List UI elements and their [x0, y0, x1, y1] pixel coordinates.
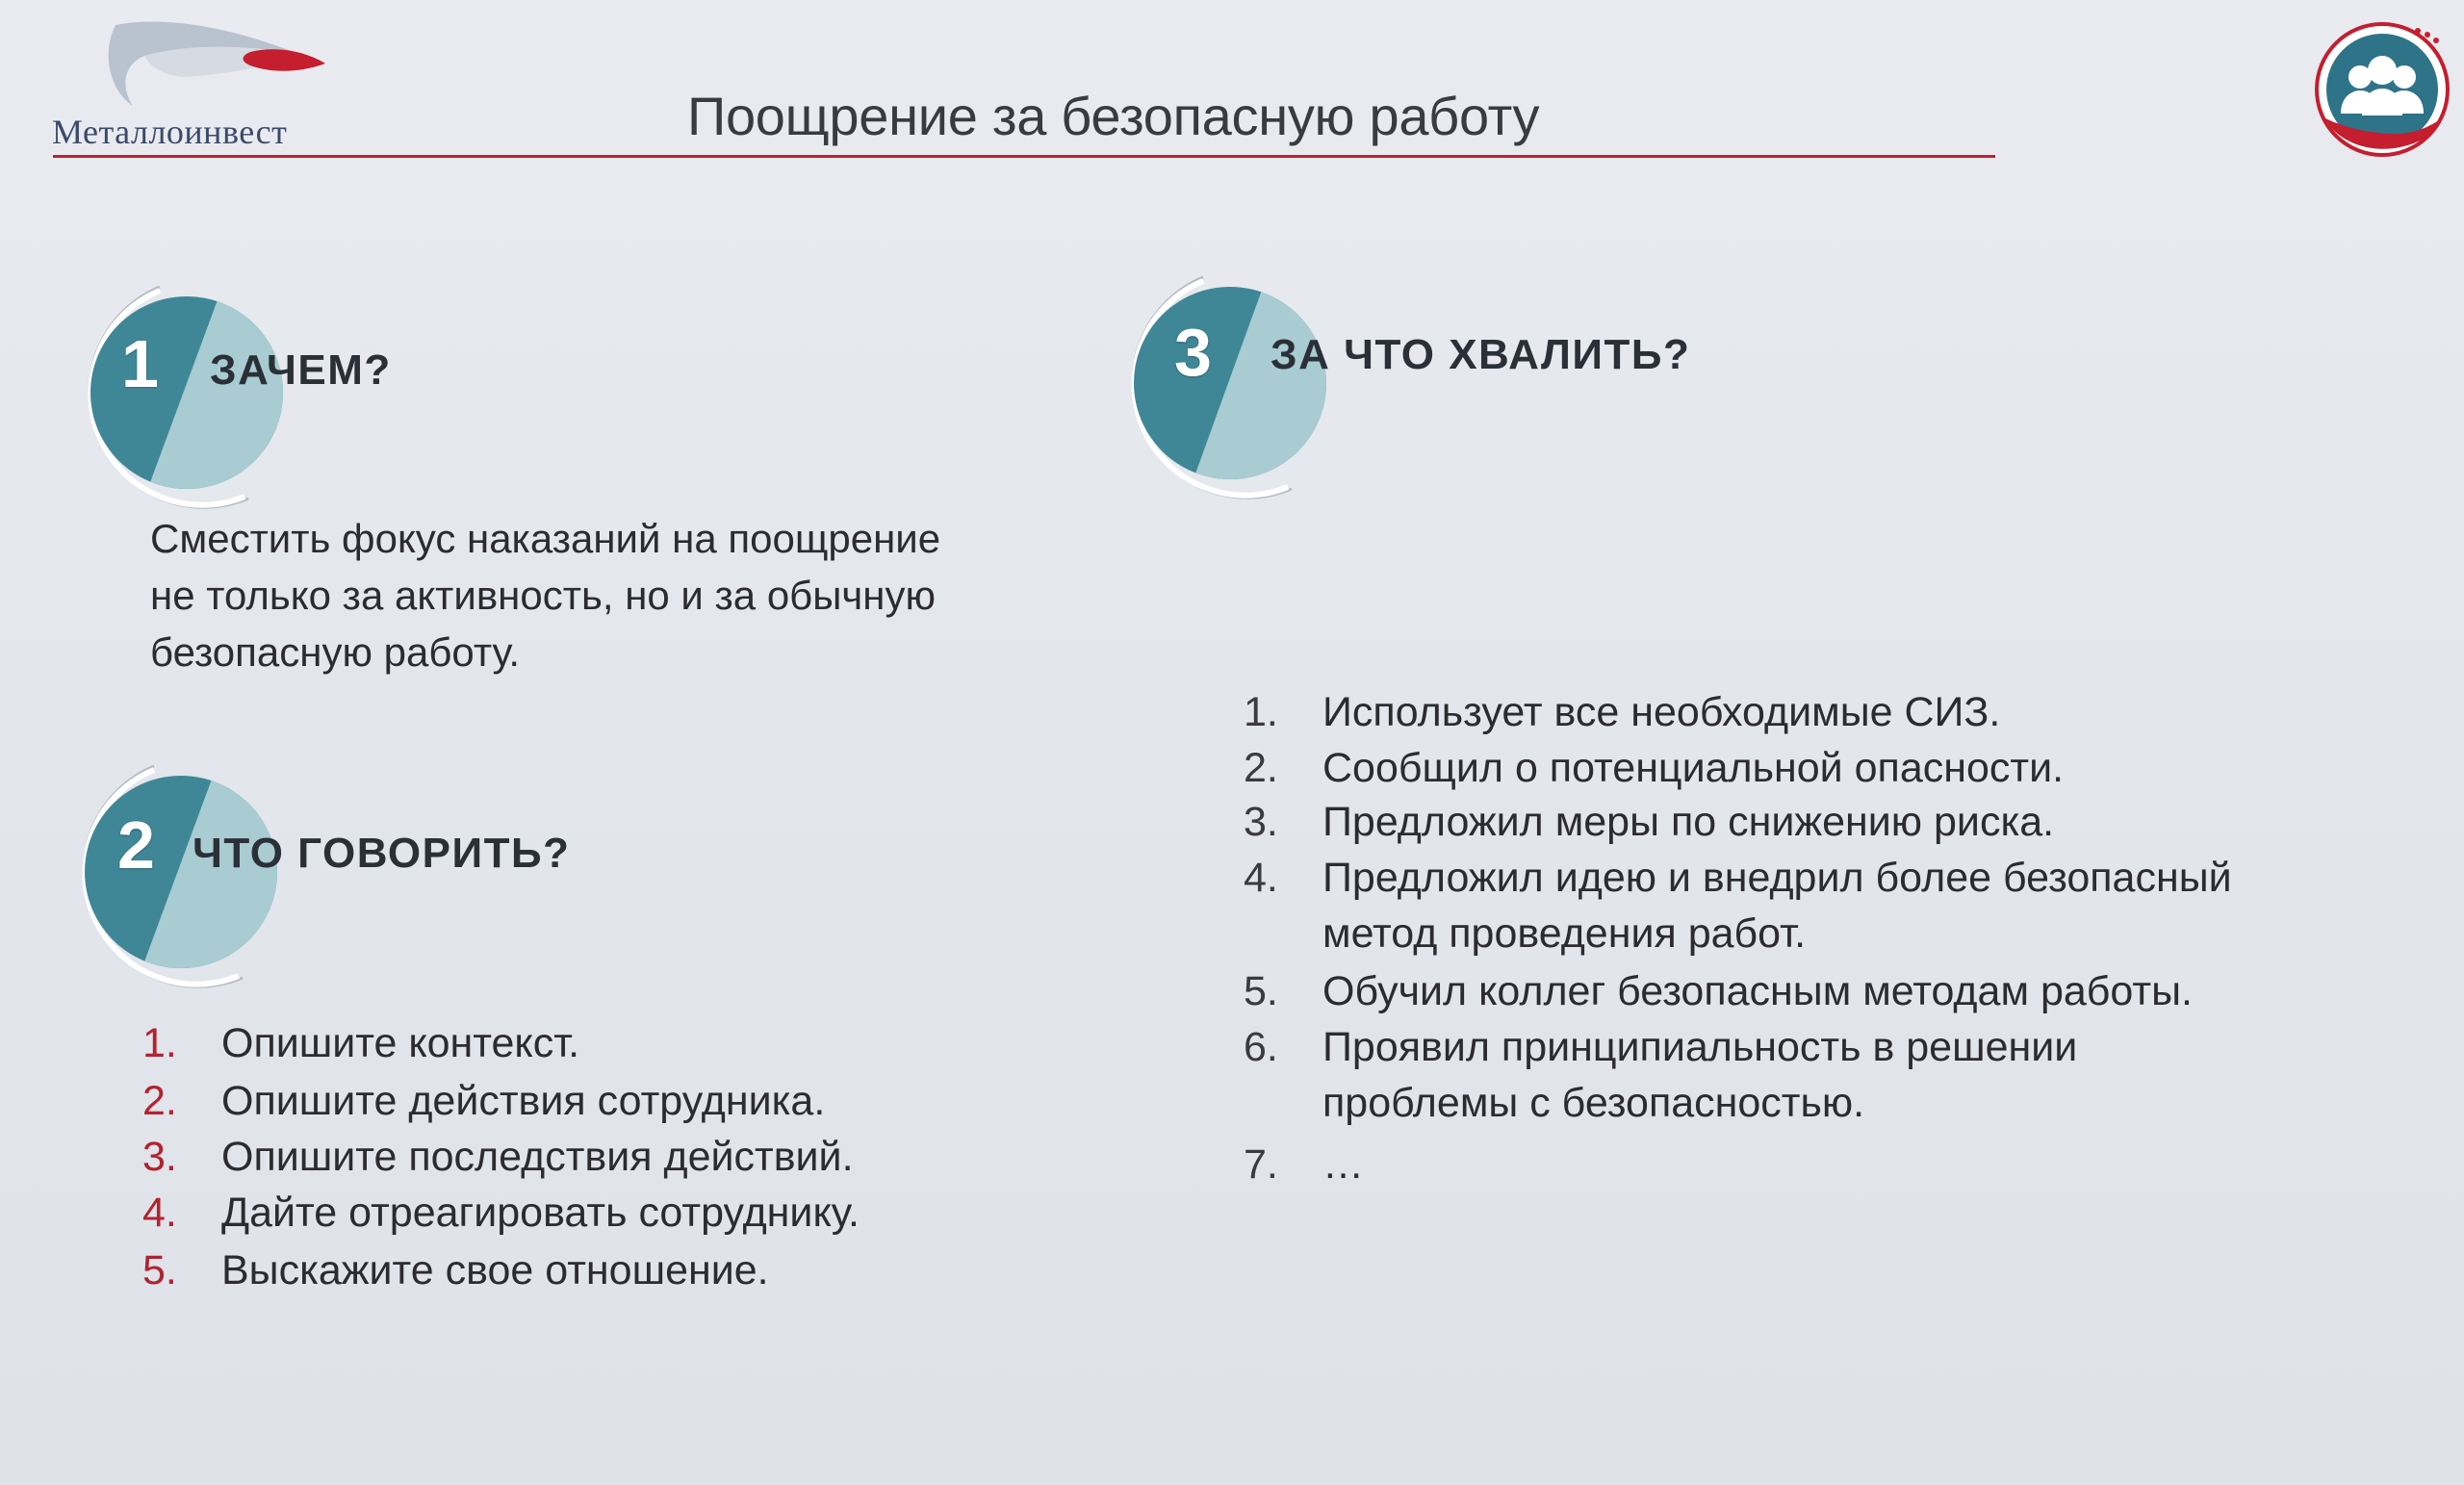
- section-1-heading: ЗАЧЕМ?: [210, 346, 392, 394]
- list-number: 1.: [142, 1020, 177, 1066]
- paragraph-line: Сместить фокус наказаний на поощрение: [150, 516, 941, 561]
- circle-badge-icon: [40, 758, 281, 999]
- list-text: Дайте отреагировать сотруднику.: [221, 1190, 860, 1236]
- circle-badge-icon: [46, 279, 287, 520]
- list-text: Опишите действия сотрудника.: [221, 1078, 826, 1124]
- list-text: Предложил идею и внедрил более безопасный: [1322, 855, 2232, 901]
- list-number: 2.: [142, 1078, 177, 1124]
- list-text: Сообщил о потенциальной опасности.: [1322, 745, 2065, 791]
- list-text: Использует все необходимые СИЗ.: [1322, 689, 2001, 735]
- section-3-badge: [1099, 271, 1340, 512]
- list-text: Опишите контекст.: [221, 1020, 580, 1066]
- section-1-badge: [46, 279, 287, 520]
- section-2-badge: [40, 758, 281, 999]
- paragraph-line: не только за активность, но и за обычную: [150, 573, 937, 618]
- list-text: Выскажите свое отношение.: [221, 1247, 769, 1293]
- team-hand-icon: [2310, 17, 2454, 162]
- list-number: 1.: [1244, 689, 1278, 735]
- section-number: 3: [1174, 315, 1212, 390]
- list-number: 6.: [1244, 1024, 1278, 1070]
- list-number: 3.: [1244, 799, 1278, 845]
- list-number: 5.: [142, 1247, 177, 1293]
- list-number: 3.: [142, 1134, 177, 1180]
- page-title: Поощрение за безопасную работу: [687, 86, 1540, 146]
- list-text: Опишите последствия действий.: [221, 1134, 854, 1180]
- list-text: метод проведения работ.: [1322, 910, 1807, 957]
- list-text: Обучил коллег безопасным методам работы.: [1322, 968, 2193, 1014]
- section-2-heading: ЧТО ГОВОРИТЬ?: [192, 830, 571, 877]
- section-number: 1: [121, 326, 159, 401]
- list-text: …: [1322, 1141, 1364, 1188]
- list-text: проблемы с безопасностью.: [1322, 1080, 1865, 1126]
- list-text: Предложил меры по снижению риска.: [1322, 799, 2055, 845]
- list-number: 4.: [142, 1190, 177, 1236]
- section-1-paragraph: [150, 510, 1074, 680]
- list-number: 4.: [1244, 855, 1278, 901]
- section-3-heading: ЗА ЧТО ХВАЛИТЬ?: [1270, 331, 1691, 378]
- list-number: 7.: [1244, 1141, 1278, 1188]
- paragraph-line: безопасную работу.: [150, 629, 521, 675]
- metalloinvest-logo-icon: [106, 17, 337, 114]
- company-logo: [48, 17, 356, 162]
- brand-name: Металлоинвест: [52, 113, 288, 151]
- title-underline-tail: [1035, 155, 1995, 158]
- circle-badge-icon: [1099, 271, 1340, 512]
- list-text: Проявил принципиальность в решении: [1322, 1024, 2078, 1070]
- title-underline: [53, 155, 1035, 158]
- team-hand-logo: [2310, 17, 2454, 162]
- list-number: 5.: [1244, 968, 1278, 1014]
- section-number: 2: [117, 807, 155, 883]
- list-number: 2.: [1244, 745, 1278, 791]
